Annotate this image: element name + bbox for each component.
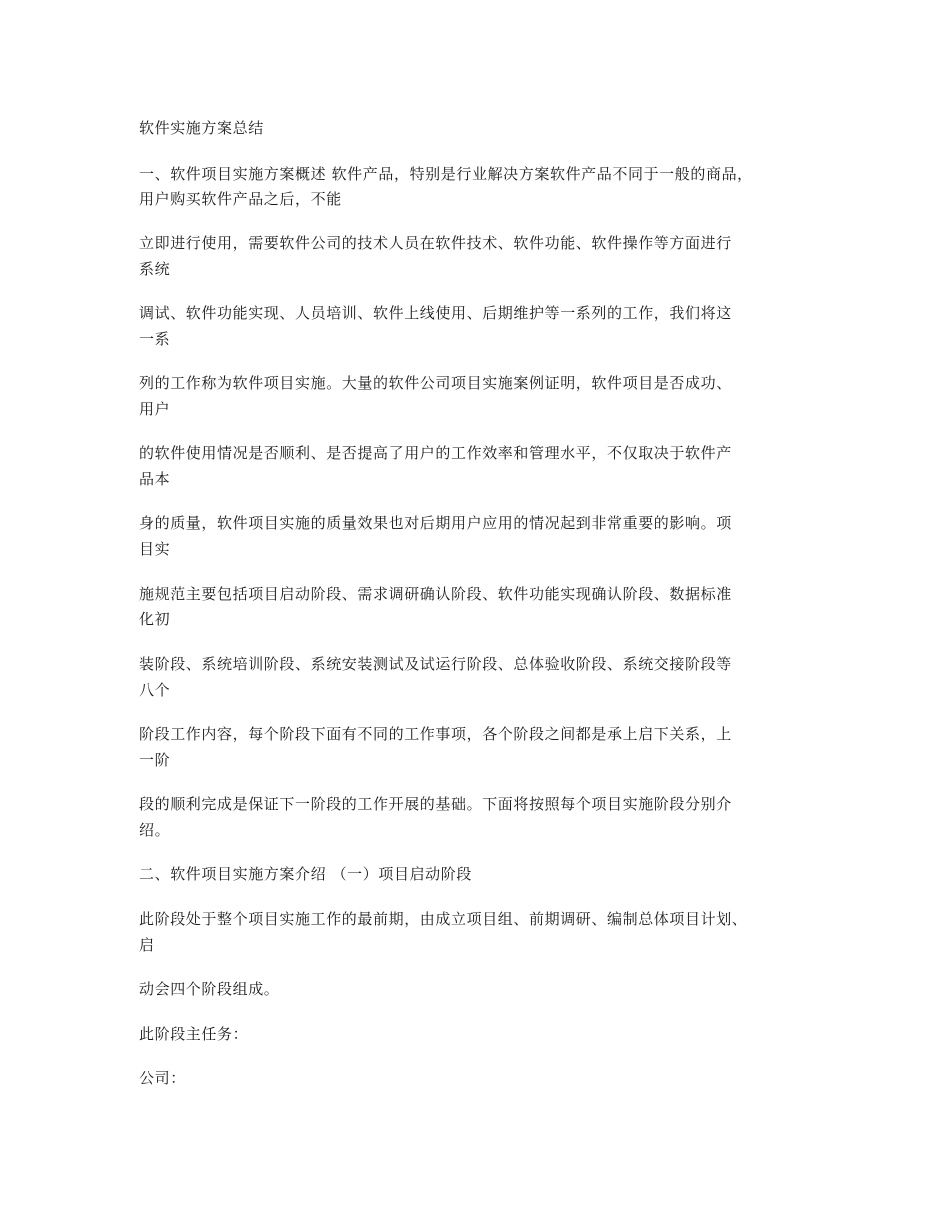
paragraph-line: 用户 — [139, 400, 171, 418]
paragraph-line: 立即进行使用，需要软件公司的技术人员在软件技术、软件功能、软件操作等方面进行 — [139, 234, 732, 252]
paragraph-line: 装阶段、系统培训阶段、系统安装测试及试运行阶段、总体验收阶段、系统交接阶段等 — [139, 655, 732, 673]
paragraph-line: 列的工作称为软件项目实施。大量的软件公司项目实施案例证明，软件项目是否成功、 — [139, 374, 732, 392]
paragraph-line: 此阶段处于整个项目实施工作的最前期，由成立项目组、前期调研、编制总体项目计划、 — [139, 910, 748, 928]
paragraph-line: 一系 — [139, 330, 171, 348]
paragraph-line: 化初 — [139, 610, 171, 628]
paragraph-line: 此阶段主任务： — [139, 1025, 249, 1043]
paragraph-line: 动会四个阶段组成。 — [139, 980, 280, 998]
paragraph-line: 身的质量，软件项目实施的质量效果也对后期用户应用的情况起到非常重要的影响。项 — [139, 514, 732, 532]
paragraph-line: 用户购买软件产品之后，不能 — [139, 190, 342, 208]
paragraph-line: 品本 — [139, 470, 171, 488]
document-title: 软件实施方案总结 — [139, 119, 264, 137]
paragraph-line: 的软件使用情况是否顺利、是否提高了用户的工作效率和管理水平，不仅取决于软件产 — [139, 444, 732, 462]
section-heading: 二、软件项目实施方案介绍 （一）项目启动阶段 — [139, 865, 472, 883]
paragraph-line: 施规范主要包括项目启动阶段、需求调研确认阶段、软件功能实现确认阶段、数据标准 — [139, 585, 732, 603]
paragraph-line: 公司： — [139, 1069, 186, 1087]
paragraph-line: 八个 — [139, 681, 171, 699]
paragraph-line: 阶段工作内容，每个阶段下面有不同的工作事项，各个阶段之间都是承上启下关系，上 — [139, 725, 732, 743]
paragraph-line: 系统 — [139, 260, 171, 278]
paragraph-line: 一、软件项目实施方案概述 软件产品，特别是行业解决方案软件产品不同于一般的商品， — [139, 165, 753, 183]
paragraph-line: 调试、软件功能实现、人员培训、软件上线使用、后期维护等一系列的工作，我们将这 — [139, 304, 732, 322]
paragraph-line: 绍。 — [139, 821, 171, 839]
paragraph-line: 一阶 — [139, 751, 171, 769]
paragraph-line: 启 — [139, 936, 155, 954]
paragraph-line: 段的顺利完成是保证下一阶段的工作开展的基础。下面将按照每个项目实施阶段分别介 — [139, 795, 732, 813]
paragraph-line: 目实 — [139, 540, 171, 558]
